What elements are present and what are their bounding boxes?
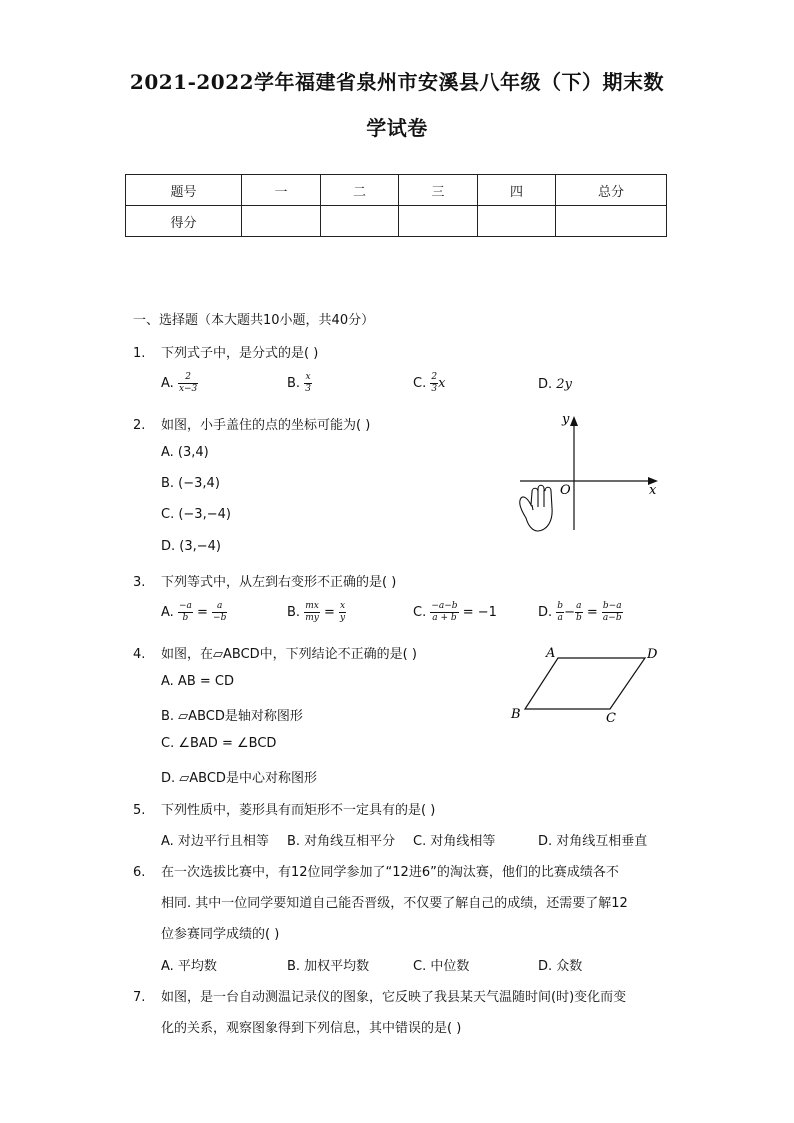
q6-option-b: B. 加权平均数 [287, 959, 370, 974]
question-stem-line2: 相同. 其中一位同学要知道自己能否晋级，不仅要了解自己的成绩，还需要了解12 [161, 896, 628, 911]
score-header-cell: 总分 [556, 175, 667, 206]
score-cell [242, 206, 321, 237]
score-cell [478, 206, 556, 237]
right-hand-side: = −1 [462, 605, 497, 620]
numerator: mx [305, 601, 319, 611]
numerator: b−a [602, 601, 622, 611]
coordinate-figure [512, 410, 664, 535]
numerator: 2 [431, 372, 438, 382]
q1-option-a [161, 372, 198, 395]
fraction [212, 601, 227, 624]
denominator: a + b [432, 613, 457, 623]
numerator: x [305, 372, 311, 382]
question-number: 5. [133, 803, 146, 818]
q2-option-a: A. (3,4) [161, 445, 209, 460]
q1-option-b [287, 372, 312, 395]
score-header-cell: 一 [242, 175, 321, 206]
q5-option-b: B. 对角线互相平分 [287, 834, 396, 849]
question-stem-line1: 如图，是一台自动测温记录仪的图象，它反映了我县某天气温随时间(时)变化而变 [161, 990, 627, 1005]
denominator: a [557, 613, 563, 623]
fraction [430, 601, 458, 624]
y-axis-label: y [562, 412, 570, 427]
numerator: a [576, 601, 582, 611]
question-stem: 下列性质中，菱形具有而矩形不一定具有的是( ) [161, 803, 436, 818]
q3-option-a [161, 601, 227, 624]
denominator: 3 [305, 384, 311, 394]
fraction [602, 601, 623, 624]
equals-sign: = [586, 605, 598, 620]
option-label: C. [413, 376, 427, 391]
question-stem-line3: 位参赛同学成绩的( ) [161, 927, 280, 942]
option-label: C. [413, 605, 427, 620]
denominator: 3 [431, 384, 438, 394]
q5-option-d: D. 对角线互相垂直 [538, 834, 648, 849]
y-axis-arrow [570, 416, 578, 426]
q5-option-c: C. 对角线相等 [413, 834, 496, 849]
option-label: B. [287, 376, 301, 391]
fraction [575, 601, 583, 624]
denominator: x−3 [178, 384, 198, 394]
q2-option-b: B. (−3,4) [161, 476, 220, 491]
vertex-label-a: A [546, 646, 556, 661]
numerator: 2 [178, 372, 198, 384]
minus-sign: − [564, 605, 575, 620]
question-stem-line2: 化的关系，观察图象得到下列信息，其中错误的是( ) [161, 1021, 462, 1036]
denominator: b [182, 613, 189, 623]
question-stem: 如图，在▱ABCD中，下列结论不正确的是( ) [161, 647, 417, 662]
option-label: D. [538, 377, 553, 392]
denominator: −b [213, 613, 227, 623]
hand-icon [520, 485, 552, 531]
option-label: A. [161, 376, 174, 391]
q6-option-a: A. 平均数 [161, 959, 217, 974]
fraction [304, 601, 320, 624]
q3-option-c [413, 601, 497, 624]
numerator: a [212, 601, 227, 613]
question-number: 2. [133, 418, 146, 433]
q4-option-d: D. ▱ABCD是中心对称图形 [161, 771, 317, 786]
score-header-cell: 三 [399, 175, 478, 206]
question-2 [133, 414, 370, 433]
question-stem-line1: 在一次选拔比赛中，有12位同学参加了“12进6”的淘汰赛，他们的比赛成绩各不 [161, 865, 619, 880]
question-number: 1. [133, 346, 146, 361]
q1-option-d [538, 377, 572, 392]
question-stem: 下列式子中，是分式的是( ) [161, 346, 319, 361]
fraction [178, 372, 198, 395]
fraction [430, 372, 438, 395]
doc-title-line2: 学试卷 [366, 116, 428, 140]
numerator: b [557, 601, 564, 611]
math-expression: 2y [556, 377, 572, 392]
fraction [178, 601, 193, 624]
score-row-label: 得分 [126, 206, 242, 237]
q6-option-d: D. 众数 [538, 959, 583, 974]
q2-option-d: D. (3,−4) [161, 539, 221, 554]
q1-option-c [413, 372, 445, 395]
parallelogram-abcd [525, 658, 645, 709]
option-label: D. [538, 605, 553, 620]
q3-option-b [287, 601, 346, 624]
score-table-score-row [126, 206, 667, 237]
doc-title-line1: 2021-2022学年福建省泉州市安溪县八年级（下）期末数 [129, 70, 665, 94]
vertex-label-d: D [647, 647, 658, 662]
question-stem: 下列等式中，从左到右变形不正确的是( ) [161, 575, 397, 590]
section-heading: 一、选择题（本大题共10小题，共40分） [133, 313, 375, 328]
score-cell [556, 206, 667, 237]
numerator: −a−b [431, 601, 458, 611]
question-7 [133, 986, 626, 1005]
score-header-cell: 二 [321, 175, 399, 206]
denominator: a−b [602, 613, 622, 623]
denominator: y [340, 613, 346, 623]
question-number: 3. [133, 575, 146, 590]
equals-sign: = [323, 605, 335, 620]
question-number: 4. [133, 647, 146, 662]
q4-option-a: A. AB = CD [161, 674, 234, 689]
denominator: my [305, 613, 319, 623]
x-axis-label: x [649, 483, 657, 498]
fraction [556, 601, 564, 624]
question-5 [133, 799, 435, 818]
option-label: B. [287, 605, 301, 620]
score-table-header-row [126, 175, 667, 206]
option-label: A. [161, 605, 174, 620]
score-cell [399, 206, 478, 237]
q6-option-c: C. 中位数 [413, 959, 470, 974]
question-number: 7. [133, 990, 146, 1005]
parallelogram-figure [508, 640, 663, 725]
q4-option-b: B. ▱ABCD是轴对称图形 [161, 709, 303, 724]
fraction [339, 601, 346, 624]
question-number: 6. [133, 865, 146, 880]
score-table [125, 174, 667, 237]
score-cell [321, 206, 399, 237]
question-1 [133, 342, 318, 361]
question-4 [133, 643, 417, 662]
numerator: x [340, 601, 346, 611]
q3-option-d [538, 601, 623, 624]
math-variable: x [438, 376, 446, 391]
question-3 [133, 571, 396, 590]
equals-sign: = [197, 605, 208, 620]
vertex-label-c: C [606, 711, 616, 725]
q5-option-a: A. 对边平行且相等 [161, 834, 269, 849]
fraction [304, 372, 312, 395]
numerator: −a [178, 601, 192, 611]
q4-option-c: C. ∠BAD = ∠BCD [161, 736, 277, 751]
score-header-cell: 四 [478, 175, 556, 206]
question-stem: 如图，小手盖住的点的坐标可能为( ) [161, 418, 371, 433]
denominator: b [575, 613, 582, 623]
question-6 [133, 861, 619, 880]
origin-label: O [560, 483, 571, 498]
score-header-cell: 题号 [126, 175, 242, 206]
vertex-label-b: B [511, 707, 521, 722]
q2-option-c: C. (−3,−4) [161, 507, 231, 522]
